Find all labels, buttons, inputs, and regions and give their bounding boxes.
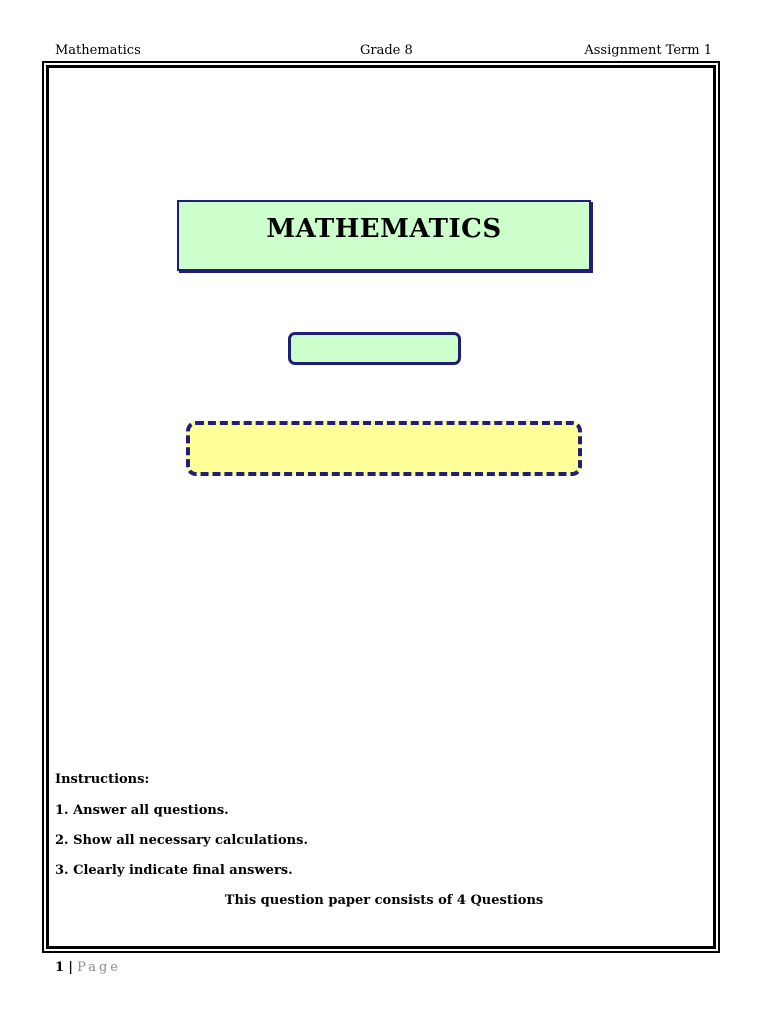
header-subject: Mathematics xyxy=(55,43,141,58)
page-footer xyxy=(55,960,121,976)
page-number: 1 xyxy=(55,960,65,975)
title-box xyxy=(177,200,591,271)
header-assignment: Assignment Term 1 xyxy=(584,43,712,58)
instruction-item: 1. Answer all questions. xyxy=(55,803,229,818)
instructions-heading: Instructions: xyxy=(55,772,150,787)
question-count-note: This question paper consists of 4 Questions xyxy=(224,893,544,908)
blank-green-box xyxy=(288,332,461,365)
header-grade: Grade 8 xyxy=(360,43,413,58)
instruction-item: 3. Clearly indicate final answers. xyxy=(55,863,293,878)
blank-yellow-box xyxy=(186,421,582,476)
instruction-item: 2. Show all necessary calculations. xyxy=(55,833,308,848)
page-title: MATHEMATICS xyxy=(266,214,502,244)
footer-separator: | xyxy=(68,960,73,975)
page-label: Page xyxy=(77,960,121,975)
